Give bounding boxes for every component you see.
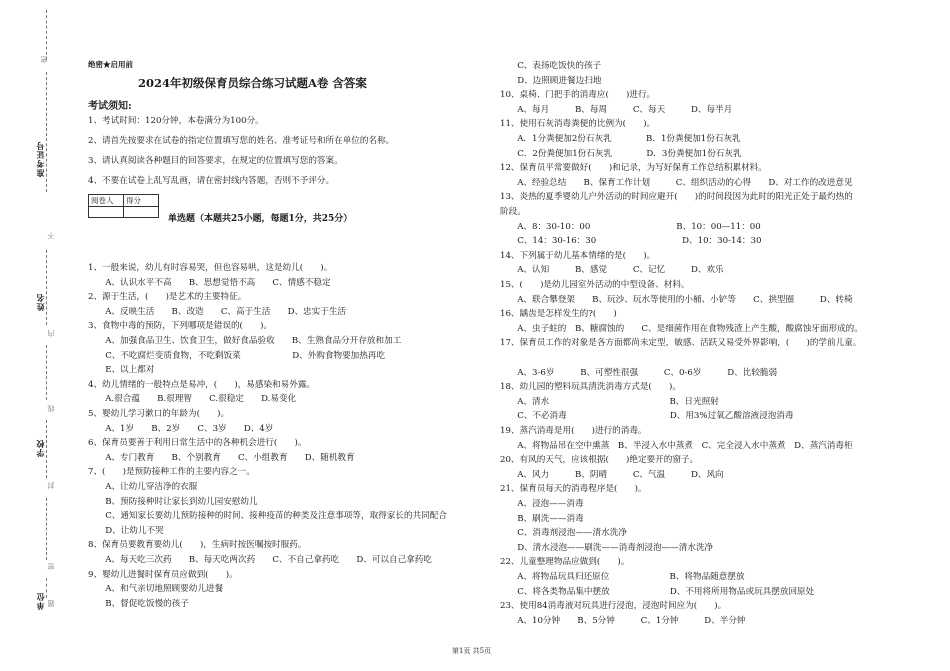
question-line: D、让幼儿不哭 (88, 525, 164, 536)
question-line: B、预防接种时让家长到幼儿园安慰幼儿 (88, 496, 258, 507)
question-line: A、将物品玩具归还原位 B、将物品随意摆放 (500, 572, 745, 582)
question-line: D、边照顾进餐边扫地 (500, 75, 602, 86)
notice-item: 2、请首先按要求在试卷的指定位置填写您的姓名、准考证号和所在单位的名称。 (88, 136, 395, 146)
question-line: 6、保育员要善于利用日常生活中的各种机会进行( )。 (88, 438, 307, 449)
binding-dash-3 (46, 345, 47, 400)
question-line: 23、使用84消毒液对玩具进行浸泡，浸泡时间应为( )。 (500, 601, 727, 612)
question-line: A、每天吃三次药 B、每天吃两次药 C、不自己拿药吃 D、可以自己拿药吃 (88, 555, 432, 565)
question-line: A、让幼儿穿洁净的衣服 (88, 482, 198, 492)
notice-item: 3、请认真阅读各种题目的回答要求，在规定的位置填写您的答案。 (88, 156, 343, 166)
binding-zhunkao-label: 准考证号 (35, 141, 45, 177)
question-line: C、不吃腐烂变质食物，不吃剩饭菜 D、外购食物要加热再吃 (88, 350, 386, 361)
question-line: 14、下列属于幼儿基本情绪的是( )。 (500, 250, 656, 261)
question-line: A.很合蕴 B.很理智 C.很稳定 D.易变化 (88, 394, 297, 405)
question-line: 11、使用石灰消毒粪便的比例为( )。 (500, 119, 656, 130)
question-line: A、反映生活 B、改造 C、高于生活 D、忠实于生活 (88, 306, 347, 317)
score-table-cell[interactable] (89, 207, 124, 218)
page-footer: 第1页 共5页 (452, 647, 492, 655)
binding-faint-mid3: 线 (47, 405, 55, 412)
question-line: 阶段。 (500, 207, 526, 217)
question-line: A、加强食品卫生、饮食卫生，做好食品验收 B、生熟食品分开存放和加工 (88, 336, 402, 346)
binding-xingming-label: 姓名 (35, 293, 45, 311)
question-line: A、风力 B、阴晴 C、气温 D、风向 (500, 469, 724, 480)
score-table-score: 得分 (124, 195, 159, 207)
question-line: A、清水 B、日光照射 (500, 396, 719, 407)
question-line: C、不必消毒 D、用3%过氧乙酸溶液浸泡消毒 (500, 411, 794, 422)
question-line: 2、源于生活，( )是艺术的主要特征。 (88, 292, 247, 303)
binding-faint-mid1: 不 (47, 232, 55, 239)
question-line: 5、婴幼儿学习漱口的年龄为( )。 (88, 409, 230, 419)
binding-danwei-label: 单位 (35, 592, 45, 610)
score-table-cell[interactable] (124, 207, 159, 218)
question-line: C、消毒剂浸泡——清水洗净 (500, 528, 627, 539)
binding-xuexiao-label: 学校 (35, 439, 45, 457)
binding-faint-bot2: 题 (47, 600, 55, 607)
question-line: A、认知 B、感觉 C、记忆 D、欢乐 (500, 265, 724, 276)
question-line: A、联合攀登架 B、玩沙、玩水等使用的小桶、小铲等 C、拱型圈 D、转椅 (500, 294, 853, 305)
notice-item: 1、考试时间：120分钟，本卷满分为100分。 (88, 116, 264, 126)
question-line: E、以上都对 (88, 365, 155, 376)
question-line: C、表扬吃饭快的孩子 (500, 61, 602, 71)
binding-dash-top (46, 10, 47, 60)
question-line: B、刷洗——消毒 (500, 513, 584, 524)
question-line: C、将各类物品集中摆放 D、不用将所用物品或玩具摆放回原处 (500, 586, 815, 597)
question-line: 1、一般来说，幼儿有时容易哭，但也容易哄，这是幼儿( )。 (88, 263, 333, 273)
question-line: 22、儿童整理物品应做到( )。 (500, 557, 630, 568)
question-line: 18、幼儿园的塑料玩具清洗消毒方式是( )。 (500, 382, 681, 393)
question-line: A、经验总结 B、保育工作计划 C、组织活动的心得 D、对工作的改进意见 (500, 177, 853, 188)
question-line: 13、炎热的夏季婴幼儿户外活动的时间应避开( )的时间段因为此时的阳光正处于最灼热的 (500, 192, 853, 203)
question-line: 3、食物中毒的预防，下列哪项是错误的( )。 (88, 321, 273, 332)
question-line: 10、桌椅、门把手的消毒应( )进行。 (500, 90, 656, 101)
binding-dash-6 (46, 578, 47, 598)
question-line: A、和气亲切地照顾要幼儿进餐 (88, 584, 224, 595)
binding-faint-bot1: 密 (47, 563, 55, 570)
page-title: 2024年初级保育员综合练习试题A卷 含答案 (138, 76, 367, 90)
binding-faint-top: 密 (40, 56, 48, 63)
question-line: B、督促吃饭慢的孩子 (88, 598, 189, 609)
question-line: 16、龋齿是怎样发生的?( ) (500, 309, 617, 320)
question-line: A、10分钟 B、5分钟 C、1分钟 D、半分钟 (500, 615, 746, 626)
question-line: D、清水浸泡——刷洗——消毒剂浸泡——清水洗净 (500, 542, 714, 553)
binding-dash-1 (46, 72, 47, 192)
question-line: 21、保育员每天的消毒程序是( )。 (500, 484, 647, 495)
question-line: A、1岁 B、2岁 C、3岁 D、4岁 (88, 423, 274, 434)
question-line: 9、婴幼儿进餐时保育员应做到( )。 (88, 569, 238, 580)
question-line: 15、( )是幼儿园室外活动的中型设备、材料。 (500, 280, 690, 290)
binding-faint-mid4: 封 (47, 482, 55, 489)
question-line: A、8：30-10：00 B、10：00—11：00 (500, 221, 761, 232)
secret-mark: 绝密★启用前 (88, 60, 133, 69)
question-line: A、每月 B、每周 C、每天 D、每半月 (500, 104, 733, 115)
question-line: A、将物品吊在空中熏蒸 B、半浸入水中蒸煮 C、完全浸入水中蒸煮 D、蒸汽消毒柜 (500, 440, 853, 451)
question-line: A、虫子蛀的 B、糖腐蚀的 C、是细菌作用在食物残渣上产生酸，酸腐蚀牙面形成的。 (500, 323, 863, 334)
question-line: A、专门教育 B、个别教育 C、小组教育 D、随机教育 (88, 452, 355, 463)
question-line: 12、保育员平常要做好( )和记录，为写好保育工作总结积累材料。 (500, 163, 767, 174)
notice-heading: 考试须知: (88, 101, 132, 112)
binding-faint-mid2: 内 (47, 330, 55, 337)
question-line: C、14：30-16：30 D、10：30-14：30 (500, 236, 762, 247)
binding-dash-2 (46, 250, 47, 325)
section-title: 单选题（本题共25小题，每题1分，共25分） (168, 214, 353, 224)
question-line: 4、幼儿情绪的一般特点是易冲，( )，易感染和易外露。 (88, 379, 316, 390)
question-line: 8、保育员要教育要幼儿( )，生病时按医嘱按时服药。 (88, 540, 307, 551)
question-line: A、浸泡——消毒 (500, 499, 584, 509)
binding-dash-5 (46, 498, 47, 560)
question-line: 19、蒸汽消毒是用( )进行的消毒。 (500, 426, 647, 436)
score-table-reviewer: 阅卷人 (89, 195, 124, 207)
score-table (88, 194, 159, 218)
question-line: A、3-6岁 B、可塑性很强 C、0-6岁 D、比较脆弱 (500, 367, 778, 378)
question-line: 17、保育员工作的对象是各方面都尚未定型，敏感、活跃又易受外界影响，( )的学前儿童。 (500, 338, 862, 349)
question-line: 20、有风的天气，应该根据( )绝定要开的窗子。 (500, 455, 699, 466)
question-line: A、认识水平不高 B、思想觉悟不高 C、情感不稳定 (88, 277, 331, 288)
question-line: 7、( )是预防接种工作的主要内容之一。 (88, 467, 255, 478)
question-line: A．1分粪便加2份石灰乳 B．1份粪便加1份石灰乳 (500, 134, 741, 144)
notice-item: 4、不要在试卷上乱写乱画，请在密封线内答题，否则不予评分。 (88, 176, 335, 186)
question-line: C、通知家长要幼儿预防接种的时间、接种疫苗的种类及注意事项等，取得家长的共同配合 (88, 511, 447, 522)
question-line: C．2份粪便加1份石灰乳 D．3份粪便加1份石灰乳 (500, 148, 742, 159)
binding-dash-4 (46, 420, 47, 478)
